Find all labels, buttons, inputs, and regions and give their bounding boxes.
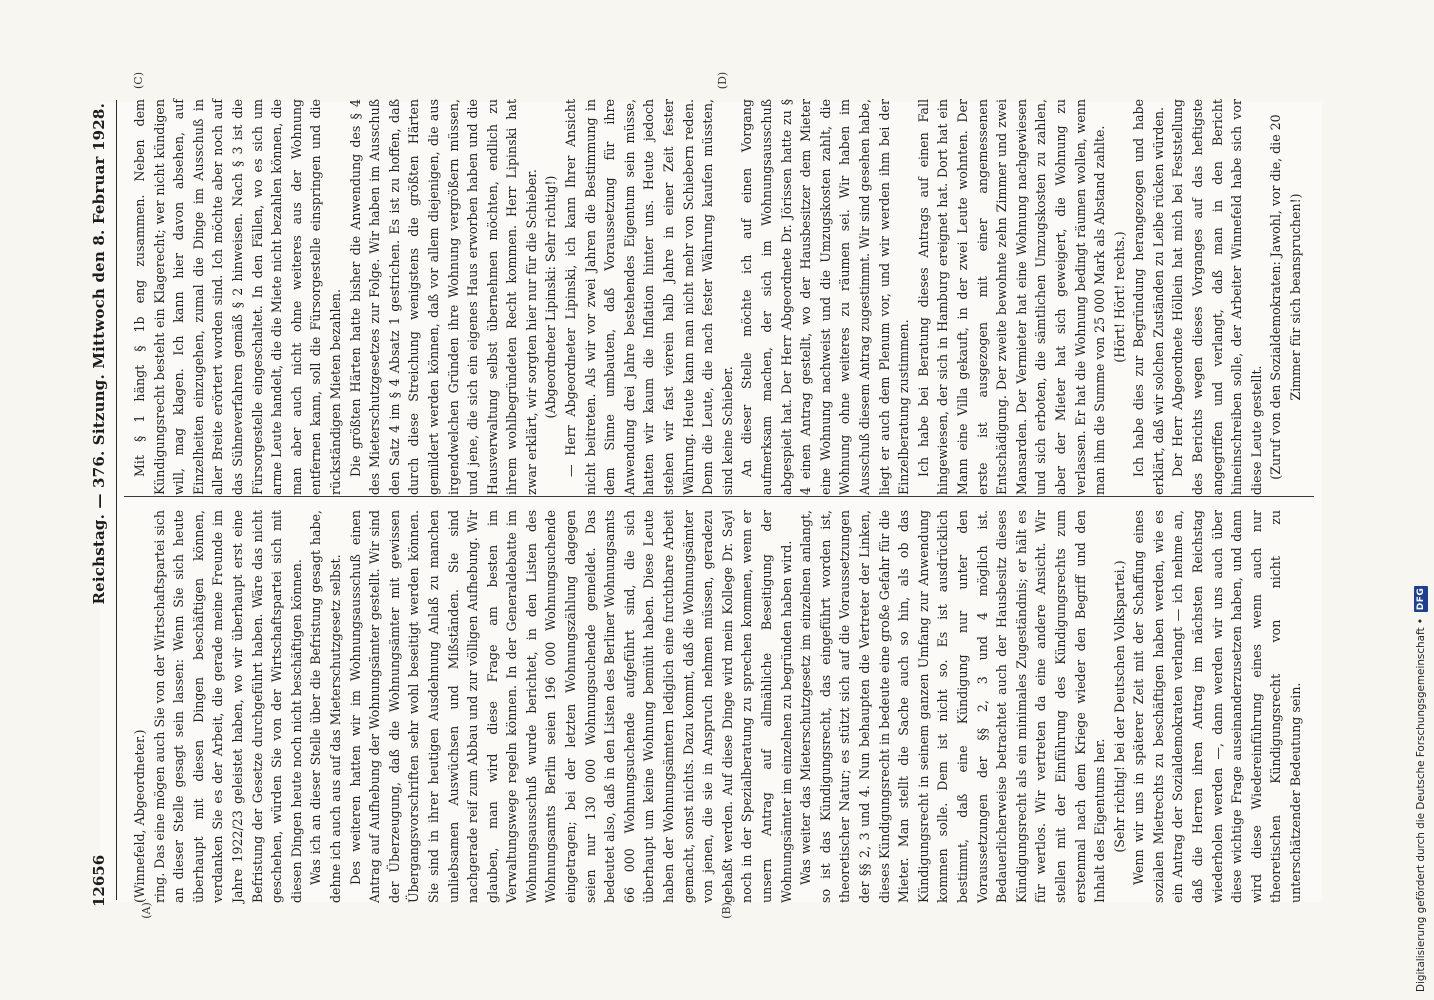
paragraph: Der Herr Abgeordnete Höllein hat mich bei Feststellung des Berichts wegen dieses Vorganges auf das heftigste angegriffen und verlangt, daß man in den Bericht hineinschreiben solle, der Arbeiter Winnefeld habe sich vor diese Leute gestellt. bbox=[1170, 99, 1264, 495]
text-column-right bbox=[130, 99, 1304, 495]
header-rule bbox=[116, 100, 117, 900]
interjection: (Sehr richtig! bei der Deutschen Volkspartei.) bbox=[1111, 560, 1127, 853]
paragraph: Ich habe dies zur Begründung herangezogen und habe erklärt, daß wir solchen Zuständen zu Leibe rücken würden. bbox=[1131, 99, 1166, 495]
page-title: Reichstag. — 376. Sitzung. Mittwoch den 8. Februar 1928. bbox=[90, 103, 108, 605]
funding-sidebar bbox=[1412, 2, 1430, 992]
column-divider bbox=[124, 496, 1314, 497]
page-number: 12656 bbox=[90, 854, 108, 907]
paragraph: Wenn wir uns in späterer Zeit mit der Schaffung eines sozialen Mietrechts zu beschäftigen haben werden, wie es ein Antrag der Sozialdemokraten verlangt — ich nehme an, daß die Herren ihren Antrag im nächsten Reichstag wiederholen werden —, dann werden wir uns auch über diese wichtige Frage auseinanderzusetzen haben, und dann wird diese Wiedereinführung eines wenn auch nur theoretischen Kündigungsrecht von nicht zu unterschätzender Bedeutung sein. bbox=[1131, 510, 1304, 903]
funding-notice: Digitalisierung gefördert durch die Deutsche Forschungsgemeinschaft • bbox=[1415, 618, 1427, 992]
margin-marker-a: (A) bbox=[139, 902, 153, 919]
paragraph: ring. Das eine mögen auch Sie von der Wirtschaftspartei sich an dieser Stelle gesagt sein lassen: Wenn Sie sich heute überhaupt mit diesen Dingen beschäftigen können, verdanken Sie es der Arbeit, die gerade meine Freunde im Jahre 1922/23 geleistet haben, wo wir überhaupt erst eine Befristung der Gesetze durchgeführt haben. Wäre das nicht geschehen, würden Sie von der Wirtschaftspartei sich mit diesen Dingen heute noch nicht beschäftigen können. bbox=[151, 510, 304, 903]
paragraph: Ich habe bei Beratung dieses Antrags auf einen Fall hingewiesen, der sich in Hamburg ereignet hat. Dort hat ein Mann eine Villa gekauft, in der zwei Leute wohnten. Der erste ist ausgezogen mit einer angemessenen Entschädigung. Der zweite bewohnte zehn Zimmer und zwei Mansarden. Der Vermieter hat eine Wohnung nachgewiesen und sich erboten, die sämtlichen Umzugskosten zu zahlen, aber der Mieter hat sich geweigert, die Wohnung zu verlassen. Er hat die Wohnung bedingt räumen wollen, wenn man ihm die Summe von 25 000 Mark als Abstand zahlte. bbox=[915, 99, 1108, 495]
margin-marker-c: (C) bbox=[132, 72, 145, 89]
interjection: (Hört! Hört! rechts.) bbox=[1111, 231, 1127, 363]
paragraph: Des weiteren hatten wir im Wohnungsausschuß einen Antrag auf Aufhebung der Wohnungsämter gestellt. Wir sind der Überzeugung, daß die Wohnungsämter mit gewissen Übergangsvorschriften sehr wohl beseitigt werden können. Sie sind in ihrer heutigen Ausdehnung Anlaß zu manchen unliebsamen Auswüchsen und Mißständen. Sie sind nachgerade reif zum Abbau und zur völligen Aufhebung. Wir glauben, man wird diese Frage am besten im Verwaltungswege regeln können. In der Generaldebatte im Wohnungsausschuß wurde berichtet, in den Listen des Wohnungsamts Berlin seien 196 000 Wohnungsuchende eingetragen; bei der letzten Wohnungszählung dagegen seien nur 130 000 Wohnungsuchende gemeldet. Das bedeutet also, daß in den Listen des Berliner Wohnungsamts 66 000 Wohnungsuchende aufgeführt sind, die sich überhaupt um keine Wohnung bemüht haben. Diese Leute haben der Wohnungsämtern lediglich eine furchtbare Arbeit gemacht, sonst nichts. Dazu kommt, daß die Wohnungsämter von jenen, die sie in Anspruch nehmen müssen, geradezu gehaßt werden. Auf diese Dinge wird mein Kollege Dr. Sayl noch in der Spezialberatung zu sprechen kommen, wenn er unsern Antrag auf allmähliche Beseitigung der Wohnungsämter im einzelnen zu begründen haben wird. bbox=[347, 510, 794, 903]
text-column-left bbox=[130, 510, 1304, 903]
margin-marker-b: (B) bbox=[719, 902, 733, 919]
speaker-line: (Winnefeld, Abgeordneter.) bbox=[132, 729, 147, 903]
paragraph: Die größten Härten hatte bisher die Anwendung des § 4 des Mieterschutzgesetzes zur Folge. Wir haben im Ausschuß den Satz 4 im § 4 Absatz 1 gestrichen. Es ist zu hoffen, daß durch diese Streichung wenigstens die größten Härten gemildert werden können, daß vor allem diejenigen, die aus irgendwelchen Gründen ihre Wohnung vergrößern müssen, und jene, die sich ein eigenes Haus erworben haben und die Hausverwaltung selbst übernehmen möchten, endlich zu ihrem wohlbegründeten Recht kommen. Herr Lipinski hat zwar erklärt, wir sorgten hier nur für die Schieber. bbox=[347, 99, 539, 495]
paragraph: An dieser Stelle möchte ich auf einen Vorgang aufmerksam machen, der sich im Wohnungsausschuß abgespielt hat. Der Herr Abgeordnete Dr. Jörissen hatte zu § 4 einen Antrag gestellt, wo der Hausbesitzer dem Mieter eine Wohnung nachweist und die Umzugskosten zahlt, die Wohnung ohne weiteres zu räumen sei. Wir haben im Ausschuß diesem Antrag zugestimmt. Wir sind gesehen habe, liegt er auch dem Plenum vor, und wir werden ihm bei der Einzelberatung zustimmen. bbox=[739, 99, 912, 495]
interjection: (Abgeordneter Lipinski: Sehr richtig!) bbox=[543, 175, 559, 419]
interjection: (Zuruf von den Sozialdemokraten: Jawohl, vor die, die 20 Zimmer für sich beanspruchen!) bbox=[1268, 114, 1304, 480]
margin-marker-d: (D) bbox=[716, 71, 730, 90]
running-header bbox=[84, 103, 114, 907]
dfg-logo-icon: DFG bbox=[1416, 587, 1426, 611]
paragraph: Mit § 1 hängt § 1b eng zusammen. Neben dem Kündigungsrecht besteht ein Klagerecht; wer nicht kündigen will, mag klagen. Ich kann hier davon absehen, auf Einzelheiten einzugehen, zumal die Dinge im Ausschuß in aller Breite erörtert worden sind. Ich möchte aber noch auf das Sühneverfahren gemäß § 2 hinweisen. Nach § 3 ist die Fürsorgestelle eingeschaltet. In den Fällen, wo es sich um arme Leute handelt, die die Miete nicht bezahlen können, die man aber auch nicht ohne weiteres aus der Wohnung entfernen kann, soll die Fürsorgestelle einspringen und die rückständigen Mieten bezahlen. bbox=[132, 99, 343, 495]
paragraph: Was weiter das Mieterschutzgesetz im einzelnen anlangt, so ist das Kündigungsrecht, das eingeführt worden ist, theoretischer Natur; es stützt sich auf die Voraussetzungen der §§ 2, 3 und 4. Nun behaupten die Vertreter der Linken, dieses Kündigungsrecht in bedeute eine große Gefahr für die Mieter. Man stellt die Sache auch so hin, als ob das Kündigungsrecht in seinem ganzen Umfang zur Anwendung kommen solle. Dem ist nicht so. Es ist ausdrücklich bestimmt, daß eine Kündigung nur unter den Voraussetzungen der §§ 2, 3 und 4 möglich ist. Bedauerlicherweise betrachtet auch der Hausbesitz dieses Kündigungsrecht als ein minimales Zugeständnis; er hält es für wertlos. Wir vertreten da eine andere Ansicht. Wir stellen mit der Einführung des Kündigungsrechts zum erstenmal nach dem Kriege wieder den Begriff und den Inhalt des Eigentums her. bbox=[798, 510, 1108, 903]
paragraph: — Herr Abgeordneter Lipinski, ich kann Ihrer Ansicht nicht beitreten. Als wir vor zwei Jahren die Bestimmung in dem Sinne umbauten, daß Voraussetzung für ihre Anwendung drei Jahre bestehendes Eigentum sein müsse, hatten wir kaum die Inflation hinter uns. Heute jedoch stehen wir fast vierein halb Jahre in einer Zeit fester Währung. Heute kann man nicht mehr von Schiebern reden. Denn die Leute, die nach fester Währung kaufen müssten, sind keine Schieber. bbox=[563, 99, 735, 495]
paragraph: Was ich an dieser Stelle über die Befristung gesagt habe, dehne ich auch aus auf das Mieterschutzgesetz selbst. bbox=[308, 510, 343, 903]
